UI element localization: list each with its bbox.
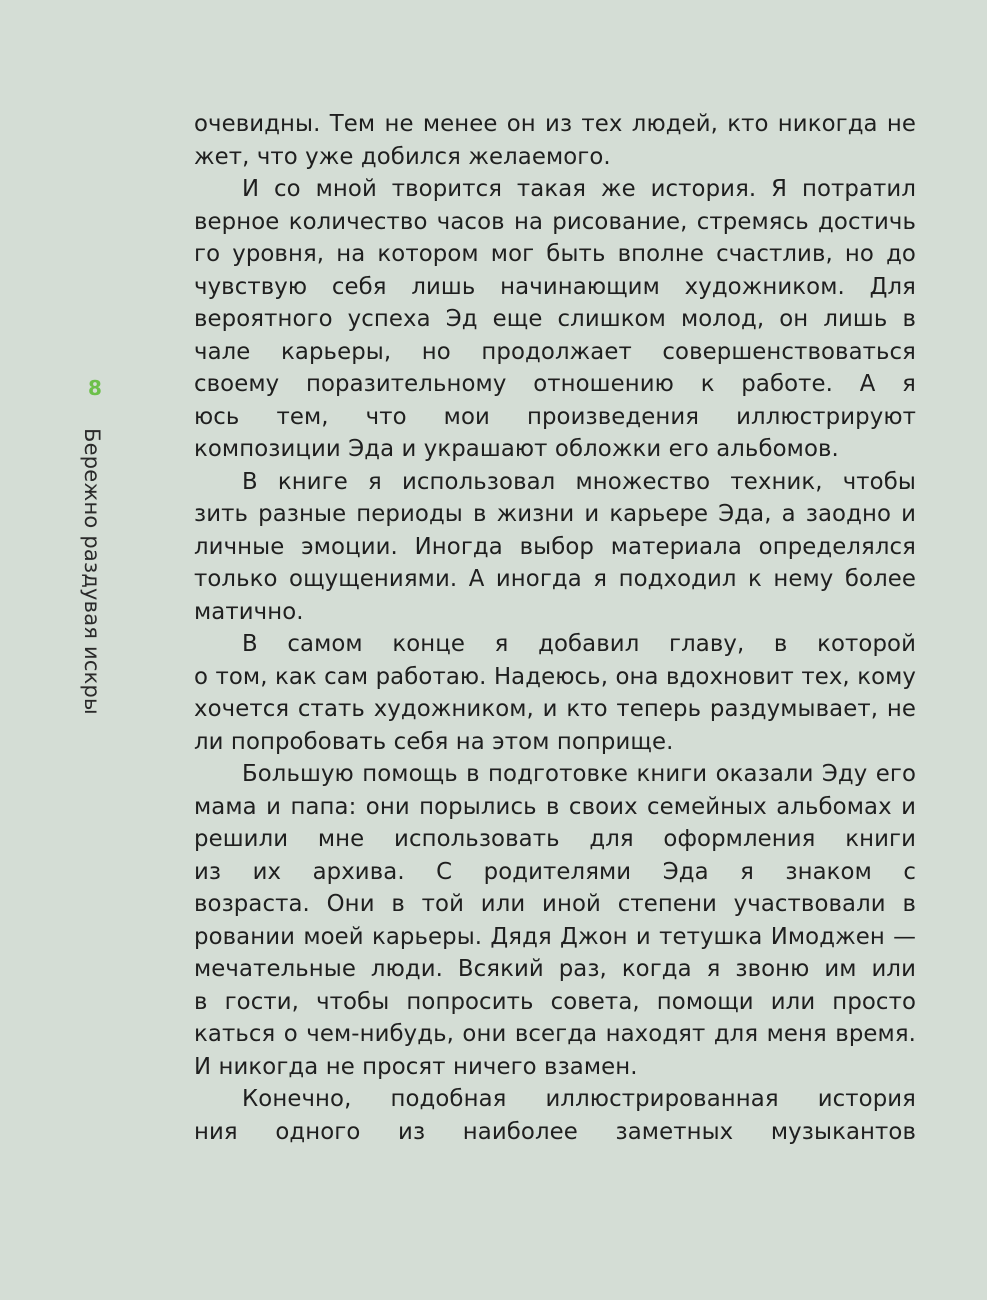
text-line: личные эмоции. Иногда выбор материала определялся bbox=[194, 533, 916, 560]
text-line: Конечно, подобная иллюстрированная история bbox=[242, 1086, 916, 1112]
text-line: возраста. Они в той или иной степени участвовали в bbox=[194, 891, 916, 917]
text-line: В самом конце я добавил главу, в которой bbox=[242, 631, 916, 657]
running-title: Бережно раздувая искры bbox=[80, 428, 104, 715]
text-line: жет, что уже добился желаемого. bbox=[194, 143, 611, 170]
text-line: хочется стать художником, и кто теперь раздумывает, не bbox=[194, 696, 916, 722]
text-line: И никогда не просят ничего взамен. bbox=[194, 1053, 638, 1080]
text-line: зить разные периоды в жизни и карьере Эда, а заодно и bbox=[194, 501, 916, 527]
text-line: го уровня, на котором мог быть вполне счастлив, но до bbox=[194, 241, 916, 267]
text-line: очевидны. Тем не менее он из тех людей, кто никогда не bbox=[194, 111, 916, 137]
text-line: ровании моей карьеры. Дядя Джон и тетушка Имоджен — bbox=[194, 923, 916, 950]
text-line: Большую помощь в подготовке книги оказали Эду его bbox=[242, 761, 916, 787]
text-line: из их архива. С родителями Эда я знаком с bbox=[194, 858, 916, 885]
text-line: матично. bbox=[194, 598, 304, 625]
body-text bbox=[194, 108, 916, 1148]
text-line: каться о чем-нибудь, они всегда находят для меня время. bbox=[194, 1021, 916, 1047]
text-line: вероятного успеха Эд еще слишком молод, он лишь в bbox=[194, 306, 916, 332]
text-line: композиции Эда и украшают обложки его альбомов. bbox=[194, 436, 839, 462]
text-line: мечательные люди. Всякий раз, когда я звоню им или bbox=[194, 956, 916, 982]
text-line: юсь тем, что мои произведения иллюстрируют bbox=[194, 403, 916, 430]
text-line: ния одного из наиболее заметных музыкантов bbox=[194, 1118, 916, 1145]
text-line: в гости, чтобы попросить совета, помощи или просто bbox=[194, 988, 916, 1015]
text-line: чале карьеры, но продолжает совершенствоваться bbox=[194, 338, 916, 365]
text-line: решили мне использовать для оформления книги bbox=[194, 826, 916, 852]
text-line: В книге я использовал множество техник, чтобы bbox=[242, 468, 916, 495]
text-line: ли попробовать себя на этом поприще. bbox=[194, 728, 674, 755]
text-line: верное количество часов на рисование, стремясь достичь bbox=[194, 208, 916, 235]
text-line: чувствую себя лишь начинающим художником. Для bbox=[194, 273, 916, 300]
text-line: своему поразительному отношению к работе. А я bbox=[194, 371, 916, 397]
text-line: о том, как сам работаю. Надеюсь, она вдохновит тех, кому bbox=[194, 663, 916, 690]
text-line: только ощущениями. А иногда я подходил к нему более bbox=[194, 566, 916, 592]
page-number: 8 bbox=[88, 376, 102, 400]
text-line: И со мной творится такая же история. Я потратил bbox=[242, 176, 916, 202]
text-line: мама и папа: они порылись в своих семейных альбомах и bbox=[194, 793, 916, 820]
